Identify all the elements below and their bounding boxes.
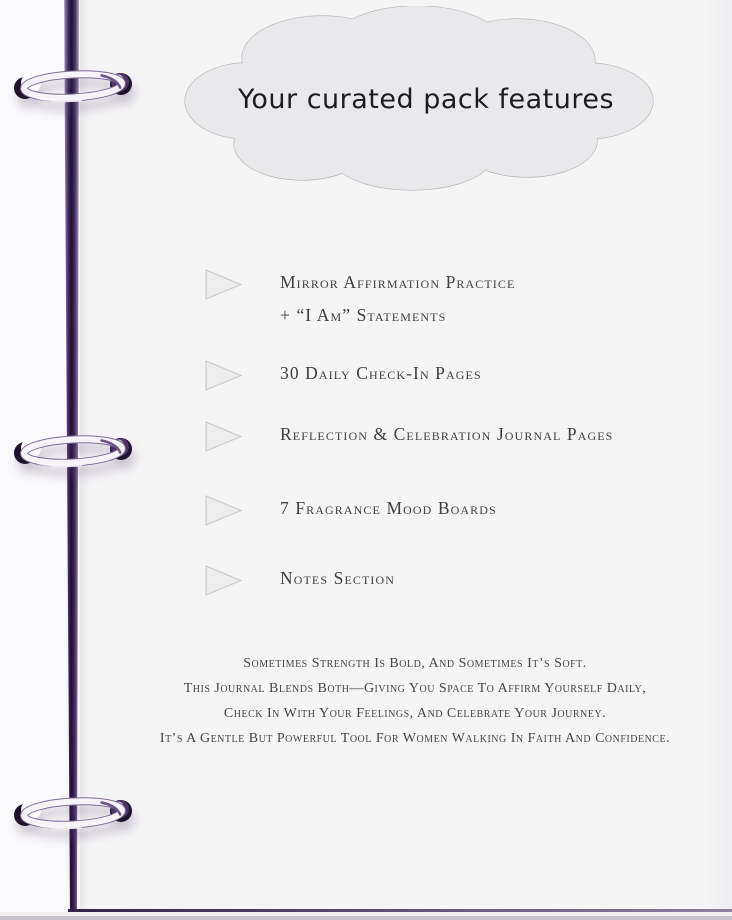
feature-line: Mirror Affirmation Practice	[280, 272, 516, 292]
binder-ring-icon	[6, 56, 156, 126]
cloud-title: Your curated pack features	[237, 84, 615, 115]
feature-row-notes-section	[205, 565, 396, 596]
triangle-bullet-icon	[205, 360, 243, 391]
binder-ring-icon	[6, 421, 156, 491]
feature-line: 30 Daily Check-In Pages	[280, 363, 482, 383]
feature-label	[280, 562, 710, 594]
closing-line: Check In With Your Feelings, And Celebrate Your Journey.	[223, 706, 607, 721]
closing-paragraph	[99, 651, 731, 751]
feature-line: Reflection & Celebration Journal Pages	[280, 424, 614, 444]
feature-label	[280, 418, 710, 450]
feature-row-daily-checkin	[205, 360, 482, 391]
triangle-bullet-icon	[205, 269, 243, 300]
feature-row-mirror-affirmation	[205, 269, 516, 325]
feature-line: Notes Section	[280, 568, 396, 588]
feature-row-fragrance-boards	[205, 495, 497, 526]
desk-edge-strip	[0, 916, 732, 920]
binder-ring-icon	[6, 783, 156, 853]
feature-line: + “I Am” Statements	[280, 305, 447, 325]
closing-line: This Journal Blends Both—Giving You Space To Affirm Yourself Daily,	[183, 681, 647, 696]
closing-line: It’s A Gentle But Powerful Tool For Women Walking In Faith And Confidence.	[159, 731, 671, 746]
triangle-bullet-icon	[205, 495, 243, 526]
feature-label	[280, 357, 710, 389]
feature-label	[280, 492, 710, 524]
feature-line: 7 Fragrance Mood Boards	[280, 498, 497, 518]
triangle-bullet-icon	[205, 565, 243, 596]
closing-line: Sometimes Strength Is Bold, And Sometimes It’s Soft.	[243, 656, 587, 671]
feature-label	[280, 266, 710, 332]
triangle-bullet-icon	[205, 421, 243, 452]
feature-row-reflection-journal	[205, 421, 614, 452]
page-right-shade	[706, 0, 732, 912]
